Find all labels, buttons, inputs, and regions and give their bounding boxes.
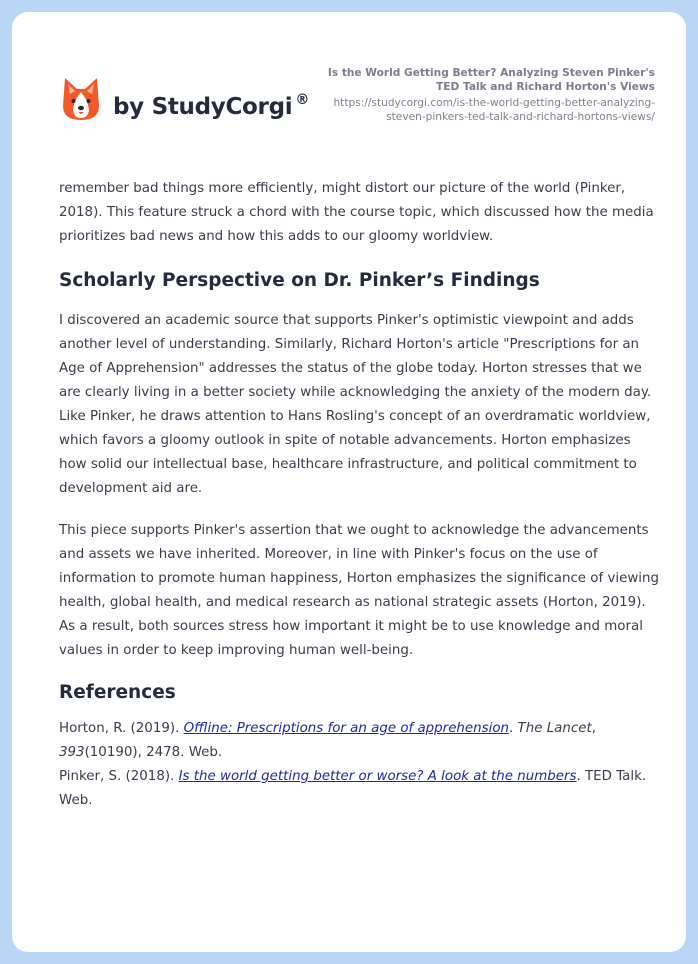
reference-separator: , — [591, 721, 596, 736]
document-title: Is the World Getting Better? Analyzing Steven Pinker's TED Talk and Richard Horton's Views — [327, 67, 655, 93]
references-heading: References — [59, 682, 176, 703]
page-header — [12, 12, 686, 152]
body-paragraph: I discovered an academic source that supports Pinker's optimistic viewpoint and adds another level of understanding. Similarly, Richard Horton's article "Prescriptions for an Age of Apprehension" addresses the status of the globe today. Horton stresses that we are clearly living in a better society while acknowledging the anxiety of the modern day. Like Pinker, he draws attention to Hans Rosling's concept of an overdramatic worldview, which favors a gloomy outlook in spite of notable advancements. Horton emphasizes how solid our intellectual base, healthcare infrastructure, and political commitment to development aid are. — [59, 313, 652, 496]
reference-separator: . — [509, 721, 518, 736]
reference-volume: 393 — [59, 745, 85, 760]
reference-details: . TED Talk. Web. — [59, 769, 647, 808]
reference-item — [59, 765, 659, 813]
document-url[interactable]: https://studycorgi.com/is-the-world-getting-better-analyzing-steven-pinkers-ted-talk-and-richard-hortons-views/ — [333, 97, 655, 123]
intro-paragraph: remember bad things more efficiently, might distort our picture of the world (Pinker, 2018). This feature struck a chord with the course topic, which discussed how the media prioritizes bad news and how this adds to our gloomy worldview. — [59, 181, 654, 244]
reference-author: Pinker, S. (2018). — [59, 769, 179, 784]
reference-author: Horton, R. (2019). — [59, 721, 184, 736]
reference-details: (10190), 2478. Web. — [84, 745, 223, 760]
registered-mark: ® — [295, 92, 310, 108]
document-page — [12, 12, 686, 952]
corgi-logo-icon — [60, 76, 102, 122]
brand-text: by StudyCorgi — [113, 94, 293, 120]
document-meta — [315, 67, 655, 124]
section-heading: Scholarly Perspective on Dr. Pinker’s Findings — [59, 270, 540, 291]
reference-link[interactable]: Is the world getting better or worse? A look at the numbers — [178, 769, 577, 784]
reference-item — [59, 717, 659, 765]
reference-link[interactable]: Offline: Prescriptions for an age of apprehension — [183, 721, 510, 736]
article-body — [59, 177, 659, 813]
reference-journal: The Lancet — [517, 721, 592, 736]
body-paragraph: This piece supports Pinker's assertion that we ought to acknowledge the advancements and assets we have inherited. Moreover, in line with Pinker's focus on the use of information to promote human happiness, Horton emphasizes the significance of viewing health, global health, and medical research as national strategic assets (Horton, 2019). As a result, both sources stress how important it might be to use knowledge and moral values in order to keep improving human well-being. — [59, 523, 660, 658]
brand-name[interactable] — [113, 94, 309, 120]
